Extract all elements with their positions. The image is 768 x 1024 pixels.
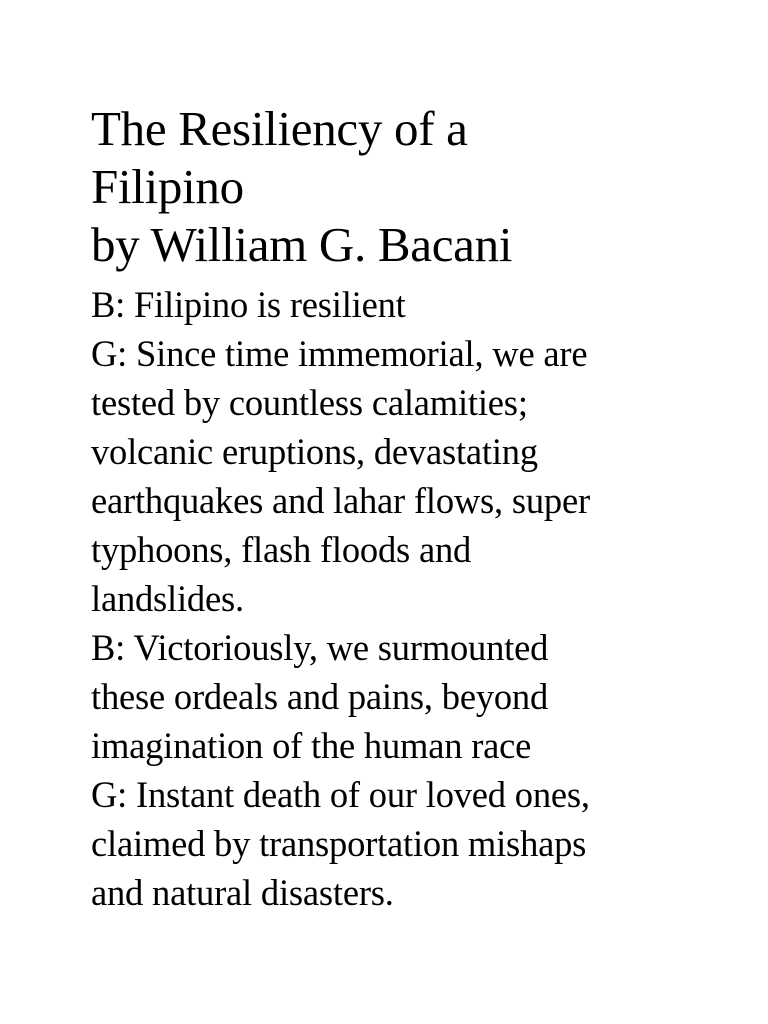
text-line: B: Filipino is resilient [91, 284, 406, 325]
text-line: these ordeals and pains, beyond [91, 676, 549, 717]
text-line: G: Instant death of our loved ones, [91, 774, 590, 815]
document-title [91, 100, 751, 274]
text-line: and natural disasters. [91, 872, 394, 913]
document-body [91, 280, 751, 917]
title-line: Filipino [91, 159, 244, 214]
text-line: volcanic eruptions, devastating [91, 431, 538, 472]
author-line: by William G. Bacani [91, 217, 513, 272]
text-line: typhoons, flash floods and [91, 529, 472, 570]
text-line: claimed by transportation mishaps [91, 823, 587, 864]
text-line: landslides. [91, 578, 244, 619]
text-line: earthquakes and lahar flows, super [91, 480, 590, 521]
text-line: tested by countless calamities; [91, 382, 528, 423]
text-line: G: Since time immemorial, we are [91, 333, 588, 374]
text-line: B: Victoriously, we surmounted [91, 627, 549, 668]
text-line: imagination of the human race [91, 725, 532, 766]
document-content [91, 100, 751, 917]
title-line: The Resiliency of a [91, 101, 468, 156]
